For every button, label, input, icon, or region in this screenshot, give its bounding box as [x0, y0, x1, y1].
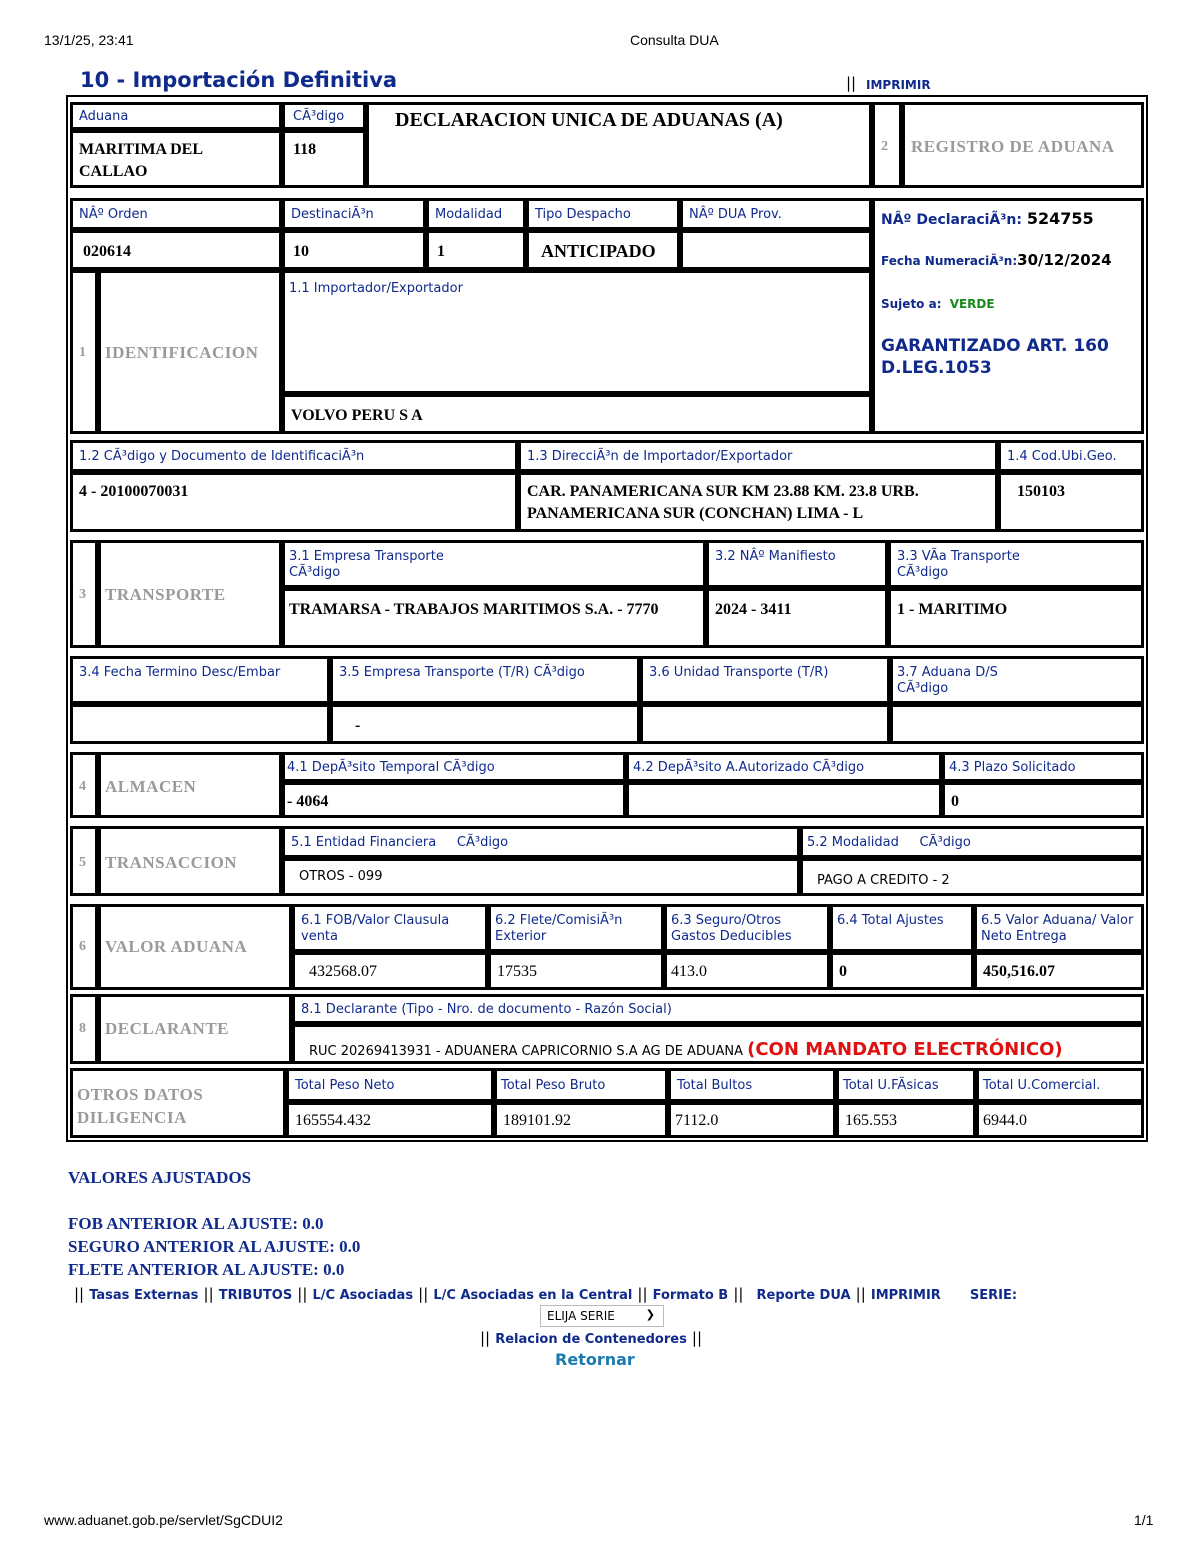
ubigeo-label: 1.4 Cod.Ubi.Geo.	[1007, 449, 1117, 464]
link-separator: ||	[418, 1285, 429, 1303]
aduana-ds-label-cell	[890, 656, 1144, 704]
aduana-label: Aduana	[79, 109, 129, 124]
print-url: www.aduanet.gob.pe/servlet/SgCDUI2	[44, 1512, 283, 1528]
fecha-numeracion-value: 30/12/2024	[1017, 251, 1112, 269]
declarante-title: DECLARANTE	[105, 1019, 230, 1038]
transporte-title-cell	[98, 540, 282, 648]
dir-value-cell	[518, 472, 998, 532]
codigo-label: CÃ³digo	[293, 109, 345, 124]
aduana-value: MARITIMA DEL CALLAO	[79, 141, 203, 180]
doc-label: 1.2 CÃ³digo y Documento de IdentificaciÃ³n	[79, 449, 365, 464]
transaccion-num-cell	[70, 826, 98, 896]
empresa-tr-label: 3.5 Empresa Transporte (T/R) CÃ³digo	[339, 665, 585, 680]
ufisicas-value-cell	[836, 1102, 976, 1138]
transaccion-title-cell	[98, 826, 282, 896]
link-separator: ||	[855, 1285, 866, 1303]
orden-label-cell	[70, 198, 282, 230]
fecha-desc-label-cell	[70, 656, 330, 704]
codigo-value-cell	[282, 130, 366, 188]
reporte-dua-link[interactable]: Reporte DUA	[756, 1288, 851, 1303]
temporal-label: 4.1 DepÃ³sito Temporal CÃ³digo	[287, 760, 495, 775]
mandato-text: (CON MANDATO ELECTRÓNICO)	[747, 1039, 1063, 1060]
doc-value-cell	[70, 472, 518, 532]
unidad-value-cell	[640, 704, 890, 744]
importador-value: VOLVO PERU S A	[291, 407, 423, 424]
fob-value: 432568.07	[309, 963, 377, 980]
tipo-label: Tipo Despacho	[535, 207, 631, 222]
link-separator: ||	[637, 1285, 648, 1303]
seguro-label-cell	[664, 904, 830, 952]
fob-label-cell	[292, 904, 488, 952]
plazo-label: 4.3 Plazo Solicitado	[949, 760, 1076, 775]
destinacion-label: DestinaciÃ³n	[291, 207, 374, 222]
ucomercial-value-cell	[976, 1102, 1144, 1138]
bottom-links	[74, 1284, 1144, 1303]
garantizado-text: GARANTIZADO ART. 160 D.LEG.1053	[881, 336, 1109, 378]
peso-bruto-label-cell	[494, 1068, 668, 1102]
transporte-title: TRANSPORTE	[105, 585, 226, 604]
flete-value: 17535	[497, 963, 537, 980]
tipo-label-cell	[526, 198, 680, 230]
bultos-label-cell	[668, 1068, 836, 1102]
orden-label: NÂº Orden	[79, 207, 148, 222]
valor-value: 450,516.07	[983, 963, 1055, 980]
ufisicas-label: Total U.FÃsicas	[843, 1078, 939, 1093]
form-title-cell	[366, 102, 872, 188]
bultos-value-cell	[668, 1102, 836, 1138]
via-label-cell	[888, 540, 1144, 588]
ajustados-title: VALORES AJUSTADOS	[68, 1168, 252, 1187]
declarante-name: RUC 20269413931 - ADUANERA CAPRICORNIO S.A AG DE ADUANA	[309, 1044, 743, 1059]
valor-label: 6.5 Valor Aduana/ Valor Neto Entrega	[981, 913, 1134, 944]
identificacion-title: IDENTIFICACION	[105, 343, 259, 362]
ucomercial-label: Total U.Comercial.	[983, 1078, 1101, 1093]
fecha-desc-label: 3.4 Fecha Termino Desc/Embar	[79, 665, 281, 680]
duaprov-value-cell	[680, 230, 872, 270]
transaccion-title: TRANSACCION	[105, 853, 238, 872]
page-title: 10 - Importación Definitiva	[80, 68, 398, 92]
autorizado-label: 4.2 DepÃ³sito A.Autorizado CÃ³digo	[633, 760, 865, 775]
declarante-label: 8.1 Declarante (Tipo - Nro. de documento - Razón Social)	[301, 1002, 672, 1017]
declarante-num: 8	[79, 1021, 86, 1036]
destinacion-value-cell	[282, 230, 426, 270]
peso-neto-value: 165554.432	[295, 1112, 371, 1129]
modalidad-label: Modalidad	[435, 207, 503, 222]
link-separator: ||	[480, 1329, 491, 1347]
tipo-value: ANTICIPADO	[541, 241, 656, 261]
valor-num-cell	[70, 904, 98, 990]
seguro-label: 6.3 Seguro/Otros Gastos Deducibles	[671, 913, 792, 944]
contenedores-line	[480, 1328, 702, 1347]
autorizado-value-cell	[626, 782, 942, 818]
peso-bruto-value-cell	[494, 1102, 668, 1138]
ufisicas-value: 165.553	[845, 1112, 897, 1129]
sujeto-value: VERDE	[949, 297, 995, 311]
link-separator: ||	[297, 1285, 308, 1303]
formato-b-link[interactable]: Formato B	[652, 1288, 729, 1303]
link-separator: ||	[74, 1285, 85, 1303]
modalidad-pago-value: PAGO A CREDITO - 2	[817, 873, 950, 888]
peso-bruto-value: 189101.92	[503, 1112, 571, 1129]
empresa-label-cell	[282, 540, 706, 588]
ubigeo-value-cell	[998, 472, 1144, 532]
ubigeo-value: 150103	[1017, 483, 1065, 500]
registro-aduana: REGISTRO DE ADUANA	[911, 137, 1115, 156]
fecha-line	[881, 251, 1112, 269]
modalidad-pago-value-cell	[800, 858, 1144, 896]
entidad-label: 5.1 Entidad Financiera CÃ³digo	[291, 835, 509, 850]
plazo-value-cell	[942, 782, 1144, 818]
declarante-num-cell	[70, 994, 98, 1064]
top-separator: ||	[846, 74, 857, 92]
via-value: 1 - MARITIMO	[897, 601, 1008, 618]
destinacion-value: 10	[293, 243, 309, 260]
ucomercial-label-cell	[976, 1068, 1144, 1102]
peso-neto-label-cell	[286, 1068, 494, 1102]
declaracion-line	[881, 209, 1094, 228]
valor-title: VALOR ADUANA	[105, 937, 248, 956]
declaracion-label: NÂº DeclaraciÃ³n:	[881, 212, 1022, 228]
contenedores-link[interactable]: Relacion de Contenedores	[495, 1332, 687, 1347]
registro-num: 2	[881, 139, 888, 154]
empresa-tr-label-cell	[330, 656, 640, 704]
flete-label: 6.2 Flete/ComisiÃ³n Exterior	[495, 913, 623, 944]
empresa-label: 3.1 Empresa Transporte CÃ³digo	[289, 549, 444, 580]
print-link[interactable]: IMPRIMIR	[866, 78, 931, 92]
plazo-value: 0	[951, 793, 959, 810]
importador-label: 1.1 Importador/Exportador	[289, 281, 463, 296]
empresa-tr-value-cell	[330, 704, 640, 744]
print-page: 1/1	[1134, 1512, 1154, 1528]
identificacion-num-cell	[70, 270, 98, 434]
importador-value-cell	[282, 394, 872, 434]
orden-value-cell	[70, 230, 282, 270]
via-value-cell	[888, 588, 1144, 648]
autorizado-label-cell	[626, 752, 942, 782]
bultos-label: Total Bultos	[677, 1078, 753, 1093]
bultos-value: 7112.0	[675, 1112, 719, 1129]
link-separator: ||	[203, 1285, 214, 1303]
fob-ajuste: FOB ANTERIOR AL AJUSTE: 0.0	[68, 1214, 324, 1233]
otros-title-cell	[70, 1068, 286, 1138]
modalidad-value-cell	[426, 230, 526, 270]
entidad-value: OTROS - 099	[299, 869, 383, 884]
destinacion-label-cell	[282, 198, 426, 230]
retornar-link[interactable]: Retornar	[555, 1350, 635, 1369]
modalidad-pago-label-cell	[800, 826, 1144, 858]
transporte-num: 3	[79, 587, 86, 602]
entidad-label-cell	[282, 826, 800, 858]
almacen-num: 4	[79, 779, 86, 794]
valor-label-cell	[974, 904, 1144, 952]
dir-label: 1.3 DirecciÃ³n de Importador/Exportador	[527, 449, 793, 464]
aduana-ds-label: 3.7 Aduana D/S CÃ³digo	[897, 665, 998, 696]
tipo-value-cell	[526, 230, 680, 270]
ajustes-label: 6.4 Total Ajustes	[837, 913, 944, 928]
codigo-label-cell	[282, 102, 366, 130]
lc-central-link[interactable]: L/C Asociadas en la Central	[433, 1288, 633, 1303]
via-label: 3.3 VÃa Transporte CÃ³digo	[897, 549, 1020, 580]
dir-label-cell	[518, 440, 998, 472]
doc-label-cell	[70, 440, 518, 472]
doc-value: 4 - 20100070031	[79, 483, 189, 500]
registro-cell	[902, 102, 1144, 188]
temporal-label-cell	[282, 752, 626, 782]
identificacion-num: 1	[79, 345, 86, 360]
seguro-value: 413.0	[671, 963, 707, 980]
declarante-value-cell	[292, 1024, 1144, 1064]
sujeto-line	[881, 297, 995, 311]
manifiesto-value: 2024 - 3411	[715, 601, 792, 618]
declaracion-panel	[872, 198, 1144, 434]
empresa-value: TRAMARSA - TRABAJOS MARITIMOS S.A. - 7770	[289, 601, 659, 618]
empresa-value-cell	[282, 588, 706, 648]
fob-label: 6.1 FOB/Valor Clausula venta	[301, 913, 450, 944]
almacen-num-cell	[70, 752, 98, 818]
unidad-label-cell	[640, 656, 890, 704]
ucomercial-value: 6944.0	[983, 1112, 1027, 1129]
manifiesto-label: 3.2 NÂº Manifiesto	[715, 549, 836, 564]
aduana-value-cell	[70, 130, 282, 188]
plazo-label-cell	[942, 752, 1144, 782]
modalidad-label-cell	[426, 198, 526, 230]
ajustes-value: 0	[839, 963, 847, 980]
aduana-label-cell	[70, 102, 282, 130]
valor-value-cell	[974, 952, 1144, 990]
seguro-ajuste: SEGURO ANTERIOR AL AJUSTE: 0.0	[68, 1237, 361, 1256]
chevron-down-icon: ❯	[645, 1308, 655, 1321]
serie-select[interactable]	[540, 1305, 664, 1327]
modalidad-pago-label: 5.2 Modalidad CÃ³digo	[807, 835, 971, 850]
link-separator: ||	[691, 1329, 703, 1347]
peso-neto-label: Total Peso Neto	[295, 1078, 395, 1093]
duaprov-label-cell	[680, 198, 872, 230]
entidad-value-cell	[282, 858, 800, 896]
flete-label-cell	[488, 904, 664, 952]
flete-value-cell	[488, 952, 664, 990]
fob-value-cell	[292, 952, 488, 990]
declarante-title-cell	[98, 994, 292, 1064]
declaracion-number: 524755	[1026, 209, 1094, 228]
serie-label: SERIE:	[969, 1288, 1018, 1303]
modalidad-value: 1	[437, 243, 445, 260]
temporal-value-cell	[282, 782, 626, 818]
declarante-value	[309, 1039, 1063, 1060]
empresa-tr-value: -	[355, 717, 361, 734]
otros-title: OTROS DATOS DILIGENCIA	[77, 1085, 204, 1127]
almacen-title-cell	[98, 752, 282, 818]
valor-title-cell	[98, 904, 292, 990]
valor-num: 6	[79, 939, 86, 954]
lc-asociadas-link[interactable]: L/C Asociadas	[312, 1288, 414, 1303]
tasas-link[interactable]: Tasas Externas	[89, 1288, 199, 1303]
print-title: Consulta DUA	[630, 32, 719, 48]
ufisicas-label-cell	[836, 1068, 976, 1102]
serie-select-value: ELIJA SERIE	[547, 1309, 615, 1323]
identificacion-title-cell	[98, 270, 282, 434]
peso-neto-value-cell	[286, 1102, 494, 1138]
sujeto-label: Sujeto a:	[881, 297, 942, 311]
temporal-value: - 4064	[287, 793, 329, 810]
manifiesto-label-cell	[706, 540, 888, 588]
ajustes-label-cell	[830, 904, 974, 952]
duaprov-label: NÂº DUA Prov.	[689, 207, 782, 222]
dir-value: CAR. PANAMERICANA SUR KM 23.88 KM. 23.8 URB. PANAMERICANA SUR (CONCHAN) LIMA - L	[527, 483, 919, 522]
ajustes-value-cell	[830, 952, 974, 990]
peso-bruto-label: Total Peso Bruto	[501, 1078, 606, 1093]
imprimir-link[interactable]: IMPRIMIR	[870, 1288, 941, 1303]
aduana-ds-value-cell	[890, 704, 1144, 744]
link-separator: ||	[733, 1285, 744, 1303]
unidad-label: 3.6 Unidad Transporte (T/R)	[649, 665, 829, 680]
tributos-link[interactable]: TRIBUTOS	[218, 1288, 293, 1303]
declarante-label-cell	[292, 994, 1144, 1024]
seguro-value-cell	[664, 952, 830, 990]
codigo-value: 118	[293, 141, 317, 158]
manifiesto-value-cell	[706, 588, 888, 648]
registro-num-cell	[872, 102, 902, 188]
orden-value: 020614	[83, 243, 131, 260]
flete-ajuste: FLETE ANTERIOR AL AJUSTE: 0.0	[68, 1260, 345, 1279]
importador-cell	[282, 270, 872, 394]
almacen-title: ALMACEN	[105, 777, 197, 796]
transporte-num-cell	[70, 540, 98, 648]
transaccion-num: 5	[79, 855, 86, 870]
fecha-numeracion-label: Fecha NumeraciÃ³n:	[881, 254, 1018, 268]
fecha-desc-value-cell	[70, 704, 330, 744]
ubigeo-label-cell	[998, 440, 1144, 472]
form-title: DECLARACION UNICA DE ADUANAS (A)	[395, 109, 783, 131]
print-datetime: 13/1/25, 23:41	[44, 32, 134, 48]
